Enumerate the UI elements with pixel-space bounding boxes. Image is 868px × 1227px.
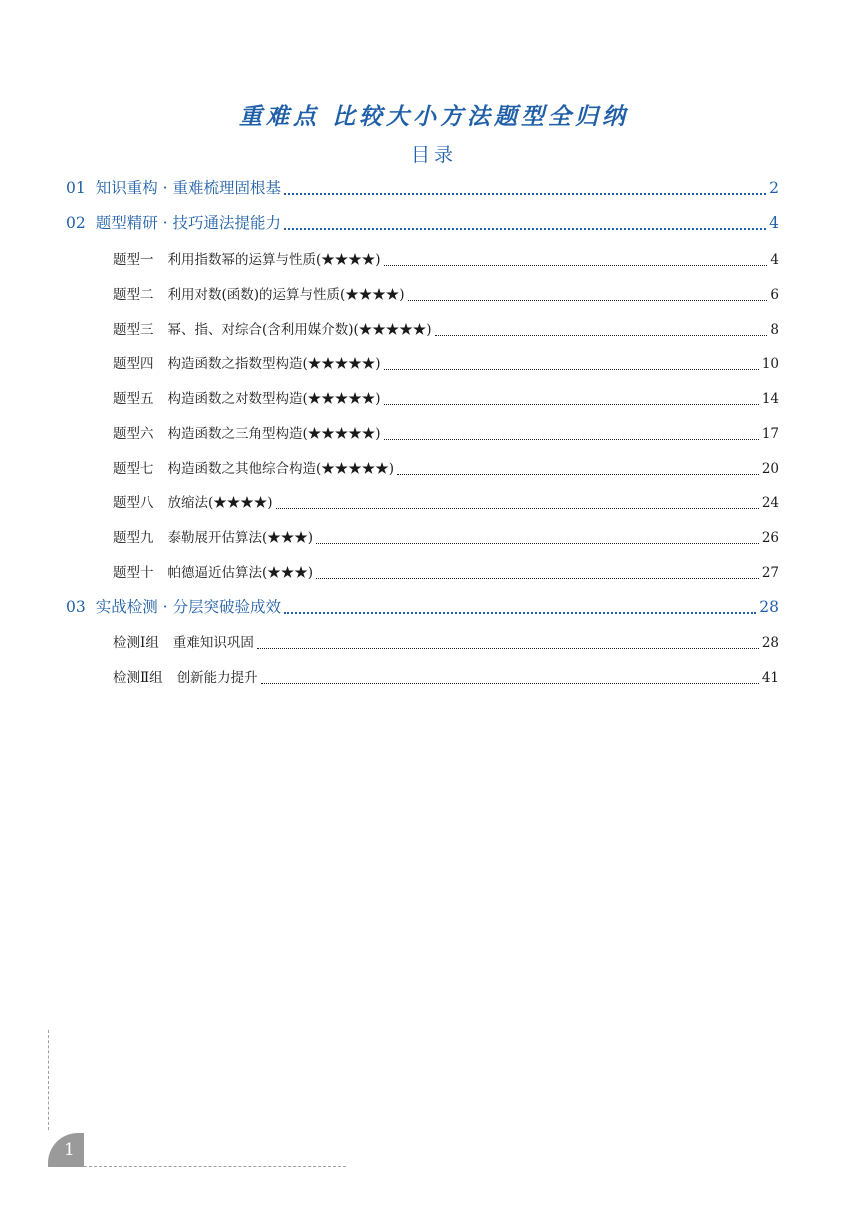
type-tag: 题型七 [113, 461, 154, 477]
footer-page-number: 1 [64, 1140, 75, 1160]
dot-leader [384, 439, 759, 440]
toc-item-type-9[interactable] [113, 526, 779, 548]
type-label: 幂、指、对综合(含利用媒介数)(★★★★★) [167, 322, 432, 338]
type-label: 构造函数之三角型构造(★★★★★) [167, 426, 381, 442]
type-tag: 题型六 [113, 426, 154, 442]
type-tag: 题型二 [113, 287, 154, 303]
section-number: 02 [66, 214, 86, 232]
dot-leader [384, 404, 759, 405]
section-number: 01 [66, 179, 86, 197]
toc-section-03[interactable] [66, 595, 779, 619]
toc-item-type-5[interactable] [113, 387, 779, 409]
page-number: 26 [761, 530, 779, 546]
section-number: 03 [66, 598, 86, 616]
dot-leader [257, 648, 759, 649]
page-number: 20 [761, 461, 779, 477]
check-tag: 检测Ⅱ组 [113, 670, 163, 686]
toc-item-type-2[interactable] [113, 283, 779, 305]
toc-item-type-6[interactable] [113, 422, 779, 444]
type-label: 构造函数之其他综合构造(★★★★★) [167, 461, 395, 477]
type-label: 构造函数之对数型构造(★★★★★) [167, 391, 381, 407]
document-title: 重难点 比较大小方法题型全归纳 [238, 103, 629, 130]
page-number: 41 [761, 670, 779, 686]
toc-item-type-4[interactable] [113, 352, 779, 374]
type-tag: 题型十 [113, 565, 154, 581]
dot-leader [435, 335, 768, 336]
toc-heading: 目录 [410, 144, 457, 166]
toc-item-check-2[interactable] [113, 666, 779, 688]
type-tag: 题型四 [113, 356, 154, 372]
page-number: 17 [761, 426, 779, 442]
page-number: 2 [769, 179, 779, 197]
footer-dashed-horizontal-line [84, 1166, 346, 1167]
page-number: 14 [761, 391, 779, 407]
page-number: 4 [769, 214, 779, 232]
type-label: 利用指数幂的运算与性质(★★★★) [167, 252, 381, 268]
toc-item-type-8[interactable] [113, 491, 779, 513]
check-tag: 检测Ⅰ组 [113, 635, 159, 651]
page-number: 8 [770, 322, 779, 338]
type-label: 泰勒展开估算法(★★★) [167, 530, 314, 546]
dot-leader [276, 508, 759, 509]
toc-item-type-10[interactable] [113, 561, 779, 583]
page-number: 10 [761, 356, 779, 372]
type-label: 放缩法(★★★★) [167, 495, 273, 511]
check-label: 创新能力提升 [176, 670, 258, 686]
dot-leader [316, 543, 759, 544]
dot-leader [261, 683, 759, 684]
toc-item-type-3[interactable] [113, 318, 779, 340]
page-number: 27 [761, 565, 779, 581]
section-label: 知识重构 · 重难梳理固根基 [95, 179, 282, 197]
type-label: 构造函数之指数型构造(★★★★★) [167, 356, 381, 372]
type-tag: 题型三 [113, 322, 154, 338]
section-label: 题型精研 · 技巧通法提能力 [95, 214, 282, 232]
type-label: 帕德逼近估算法(★★★) [167, 565, 314, 581]
page-number: 6 [770, 287, 779, 303]
page-number: 28 [761, 635, 779, 651]
page-number: 24 [761, 495, 779, 511]
dot-leader [284, 612, 756, 614]
type-tag: 题型八 [113, 495, 154, 511]
toc-section-02[interactable] [66, 211, 779, 235]
toc-item-type-1[interactable] [113, 248, 779, 270]
footer-dashed-vertical-line [48, 1030, 49, 1130]
type-tag: 题型五 [113, 391, 154, 407]
page-number: 4 [770, 252, 779, 268]
toc-item-type-7[interactable] [113, 457, 779, 479]
type-tag: 题型一 [113, 252, 154, 268]
dot-leader [384, 369, 759, 370]
dot-leader [397, 474, 759, 475]
type-label: 利用对数(函数)的运算与性质(★★★★) [167, 287, 405, 303]
dot-leader [384, 265, 768, 266]
check-label: 重难知识巩固 [172, 635, 254, 651]
dot-leader [408, 300, 768, 301]
toc-item-check-1[interactable] [113, 631, 779, 653]
page-number: 28 [759, 598, 779, 616]
type-tag: 题型九 [113, 530, 154, 546]
toc-section-01[interactable] [66, 176, 779, 200]
dot-leader [284, 193, 766, 195]
dot-leader [284, 228, 766, 230]
section-label: 实战检测 · 分层突破验成效 [95, 598, 282, 616]
dot-leader [316, 578, 759, 579]
